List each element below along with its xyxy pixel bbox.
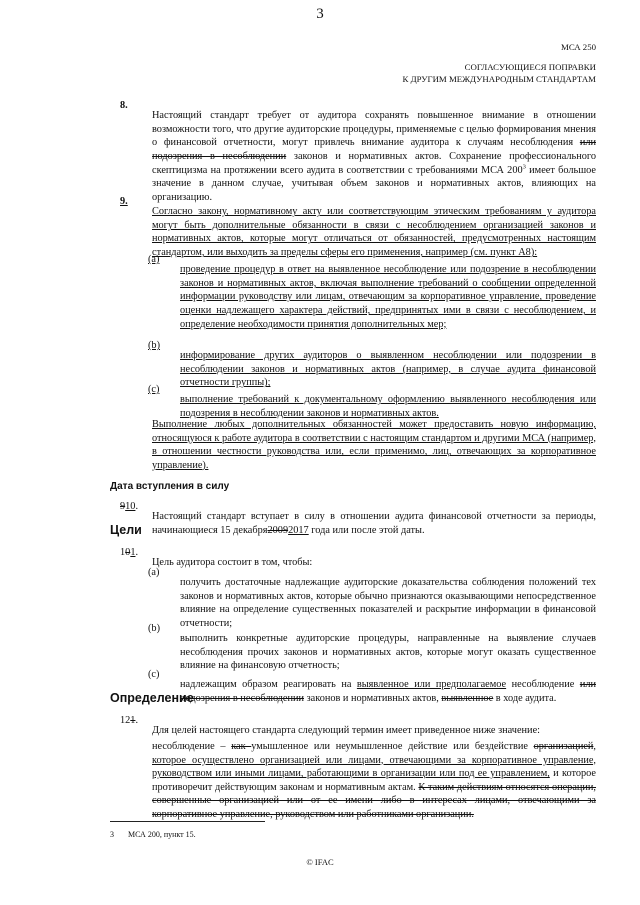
text-run: . xyxy=(135,501,139,512)
paragraph-text: Для целей настоящего стандарта следующий термин имеет приведенное ниже значение: xyxy=(152,725,541,737)
paragraph-text xyxy=(152,510,596,537)
running-header xyxy=(403,62,596,85)
text-run: имеет большое значение в данном случае, учитывая объем законов и нормативных актов, влияющих на организацию. xyxy=(152,164,596,203)
text-run: Настоящий стандарт требует от аудитора сохранять повышенное внимание в отношении возможности того, что другие аудиторские процедуры, применяемые с целью формирования мнения о финансовой отчетности, могут привлечь внимание аудитора к случаям несоблюдения xyxy=(152,110,596,149)
text-run: 1 xyxy=(120,547,126,558)
footnote-ref: 3 xyxy=(522,163,526,171)
footnote-text: МСА 200, пункт 15. xyxy=(128,830,196,839)
deleted-text: 0 xyxy=(125,547,131,558)
text-run: несоблюдение – xyxy=(152,741,232,752)
inserted-text: 10 xyxy=(125,501,136,512)
inserted-text: которое осуществлено организацией или лицами, отвечающими за корпоративное управление, руководством или иными лицами, работающими в организации или под ее управлением, xyxy=(152,754,596,780)
list-text: выполнение требований к документальному оформлению выявленного несоблюдения или подозрения в несоблюдении законов и нормативных актов. xyxy=(180,394,596,419)
deleted-text: выявленное xyxy=(441,692,494,704)
list-label: (b) xyxy=(148,340,161,351)
list-label: (b) xyxy=(148,623,161,634)
definition-text xyxy=(152,740,596,822)
list-text: получить достаточные надлежащие аудиторские доказательства соблюдения положений тех законов и нормативных актов, которые обычно признаются оказывающими непосредственное влияние на определение существенных показателей и раскрытие информации в финансовой отчетности; xyxy=(180,577,596,630)
section-heading-effective-date: Дата вступления в силу xyxy=(110,481,230,492)
deleted-text: 1 xyxy=(130,715,136,726)
text-run: года или после этой даты. xyxy=(308,524,425,536)
text-run: умышленное или неумышленное действие или бездействие xyxy=(251,741,534,752)
list-label: (c) xyxy=(148,669,160,680)
text-run: в ходе аудита. xyxy=(493,692,557,704)
paragraph-number xyxy=(120,714,150,728)
section-heading-objectives: Цели xyxy=(110,523,142,537)
list-text: проведение процедур в ответ на выявленное несоблюдение или подозрение в несоблюдении законов и нормативных актов, включая выполнение требований о сообщении определенной информации руководству или лицам, отвечающим за корпоративное управление, проведение оценки надлежащего характера действий, предпринятых ими в связи с несоблюдением, и определение необходимости принятия дополнительных мер; xyxy=(180,264,596,330)
text-run: и которое противоречит действующим законам и нормативным актам. xyxy=(152,768,596,793)
deleted-text: организацией xyxy=(533,741,594,752)
header-line-2: К ДРУГИМ МЕЖДУНАРОДНЫМ СТАНДАРТАМ xyxy=(402,73,596,84)
list-label: (a) xyxy=(148,567,160,578)
paragraph-number xyxy=(120,500,150,514)
paragraph-number xyxy=(120,546,150,560)
text-run: . xyxy=(135,715,139,726)
text-run: законов и нормативных актов. Сохранение профессионального скептицизма на протяжении всего аудита в соответствии с требованиями МСА 200 xyxy=(152,151,596,176)
paragraph-text xyxy=(152,109,596,204)
footnote-number: 3 xyxy=(110,830,114,839)
deleted-text: К таким действиям относятся операции, совершенные организацией или от ее имени либо в интересах лицами, отвечающими за корпоративное управление, руководством или работниками организации. xyxy=(152,781,597,820)
paragraph-text: Согласно закону, нормативному акту или соответствующим этическим требованиям у аудитора могут быть дополнительные обязанности в связи с несоблюдением организацией законов и нормативных актов, которые могут отличаться от обязанностей, предусмотренных настоящим стандартом, или выходить за пределы сферы его применения, например (см. пункт А8): xyxy=(152,206,596,259)
deleted-text: 2009 xyxy=(267,524,289,536)
inserted-text: 1 xyxy=(130,547,136,558)
section-heading-definition: Определение xyxy=(110,691,194,705)
deleted-text: или подозрения в несоблюдении xyxy=(180,679,596,704)
list-text xyxy=(180,678,596,705)
text-run: Настоящий стандарт вступает в силу в отношении аудита финансовой отчетности за периоды, начинающиеся 15 декабря xyxy=(152,511,596,536)
deleted-text: как xyxy=(231,741,252,752)
text-run: законов и нормативных актов, xyxy=(304,692,442,704)
paragraph-number: 9. xyxy=(120,196,128,207)
page-number: 3 xyxy=(316,6,324,22)
text-run: . xyxy=(135,547,139,558)
list-text: информирование других аудиторов о выявленном несоблюдении или подозрении в несоблюдении законов и нормативных актов (например, в случае аудита финансовой отчетности группы); xyxy=(180,350,596,389)
inserted-text: 2017 xyxy=(288,524,309,536)
text-run: надлежащим образом реагировать на xyxy=(180,679,357,691)
paragraph-9-closing: Выполнение любых дополнительных обязанностей может предоставить новую информацию, относящуюся к работе аудитора в соответствии с настоящим стандартом и другими МСА (например, в отношении честности руководства или, если применимо, лиц, отвечающих за корпоративное управление). xyxy=(152,419,596,471)
list-label: (a) xyxy=(148,254,160,265)
deleted-text: или подозрения в несоблюдении xyxy=(152,137,596,163)
text-run: , xyxy=(593,741,596,752)
document-id: МСА 250 xyxy=(561,42,596,52)
deleted-text: 9 xyxy=(120,501,126,512)
inserted-text: выявленное или предполагаемое xyxy=(356,679,507,691)
header-line-1: СОГЛАСУЮЩИЕСЯ ПОПРАВКИ xyxy=(464,62,596,72)
list-text: выполнить конкретные аудиторские процедуры, направленные на выявление случаев несоблюдения прочих законов и нормативных актов, которые могут оказать существенное влияние на финансовую отчетность; xyxy=(180,633,596,672)
paragraph-text: Цель аудитора состоит в том, чтобы: xyxy=(152,557,313,569)
footnote-separator xyxy=(110,821,265,822)
text-run: несоблюдение xyxy=(506,679,580,691)
paragraph-number: 8. xyxy=(120,100,128,111)
page-footer: © IFAC xyxy=(306,857,334,867)
list-label: (c) xyxy=(148,384,160,395)
text-run: 12 xyxy=(120,715,131,726)
